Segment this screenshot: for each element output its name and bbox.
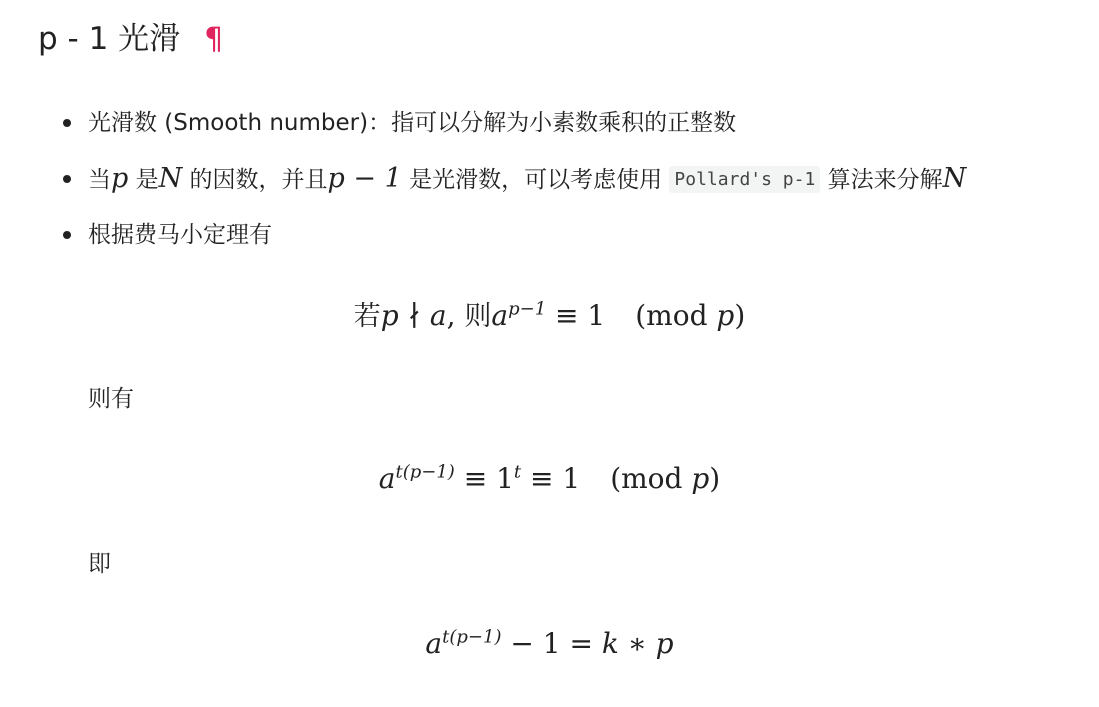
paragraph-ie: 即 — [88, 551, 111, 577]
math-var-k: k — [601, 627, 619, 660]
list-item-text: 光滑数 (Smooth number)：指可以分解为小素数乘积的正整数 — [88, 110, 737, 136]
math-var-p: p — [111, 163, 129, 194]
math-exponent: t(p−1) — [442, 626, 502, 648]
text-fragment: 是 — [128, 167, 159, 193]
formula-text: 则 — [464, 301, 492, 332]
list-item-fermat — [60, 212, 1090, 258]
section-heading — [38, 18, 223, 61]
text-fragment: 当 — [88, 167, 111, 193]
formula-multiple — [0, 627, 1099, 660]
math-exponent: p−1 — [508, 298, 547, 320]
text-fragment: 算法来分解 — [820, 167, 943, 193]
math-mod: (mod — [610, 462, 692, 495]
text-fragment: 的因数，并且 — [182, 167, 328, 193]
math-mod: (mod — [635, 299, 717, 332]
math-expr-p-minus-1: p − 1 — [327, 163, 402, 194]
math-exponent: t — [513, 461, 522, 483]
math-var-n: N — [942, 163, 967, 194]
math-mid: ≡ 1 — [454, 462, 514, 495]
text-fragment: 是光滑数，可以考虑使用 — [401, 167, 670, 193]
math-var-p: p — [380, 299, 399, 332]
math-op-star: ∗ — [618, 627, 656, 660]
math-paren: ) — [709, 462, 721, 495]
math-rhs: ≡ 1 — [521, 462, 581, 495]
math-op-not-divides: ∤ — [398, 299, 430, 332]
math-var-a: a — [425, 627, 443, 660]
math-punct: , — [446, 299, 465, 332]
bullet-dot-icon — [63, 119, 71, 127]
math-var-n: N — [158, 163, 183, 194]
math-var-p: p — [691, 462, 710, 495]
math-paren: ) — [734, 299, 746, 332]
formula-text: 若 — [353, 301, 381, 332]
math-exponent: t(p−1) — [395, 461, 455, 483]
list-item-smooth-number — [60, 100, 1090, 146]
bullet-dot-icon — [63, 175, 71, 183]
formula-power — [0, 462, 1099, 495]
list-item-text: 根据费马小定理有 — [88, 222, 272, 248]
formula-fermat — [0, 294, 1099, 333]
bullet-dot-icon — [63, 231, 71, 239]
bullet-list — [60, 100, 1090, 268]
math-rhs: − 1 = — [501, 627, 602, 660]
list-item-pollard — [60, 156, 1090, 202]
math-var-a: a — [378, 462, 396, 495]
math-var-a: a — [491, 299, 509, 332]
math-var-a: a — [429, 299, 447, 332]
paragraph-then: 则有 — [88, 386, 134, 412]
math-var-p: p — [716, 299, 735, 332]
math-rhs: ≡ 1 — [546, 299, 606, 332]
math-var-p: p — [655, 627, 674, 660]
heading-title: p - 1 光滑 — [38, 21, 181, 57]
inline-code: Pollard's p-1 — [669, 166, 820, 193]
heading-anchor-link[interactable]: ¶ — [204, 22, 224, 57]
